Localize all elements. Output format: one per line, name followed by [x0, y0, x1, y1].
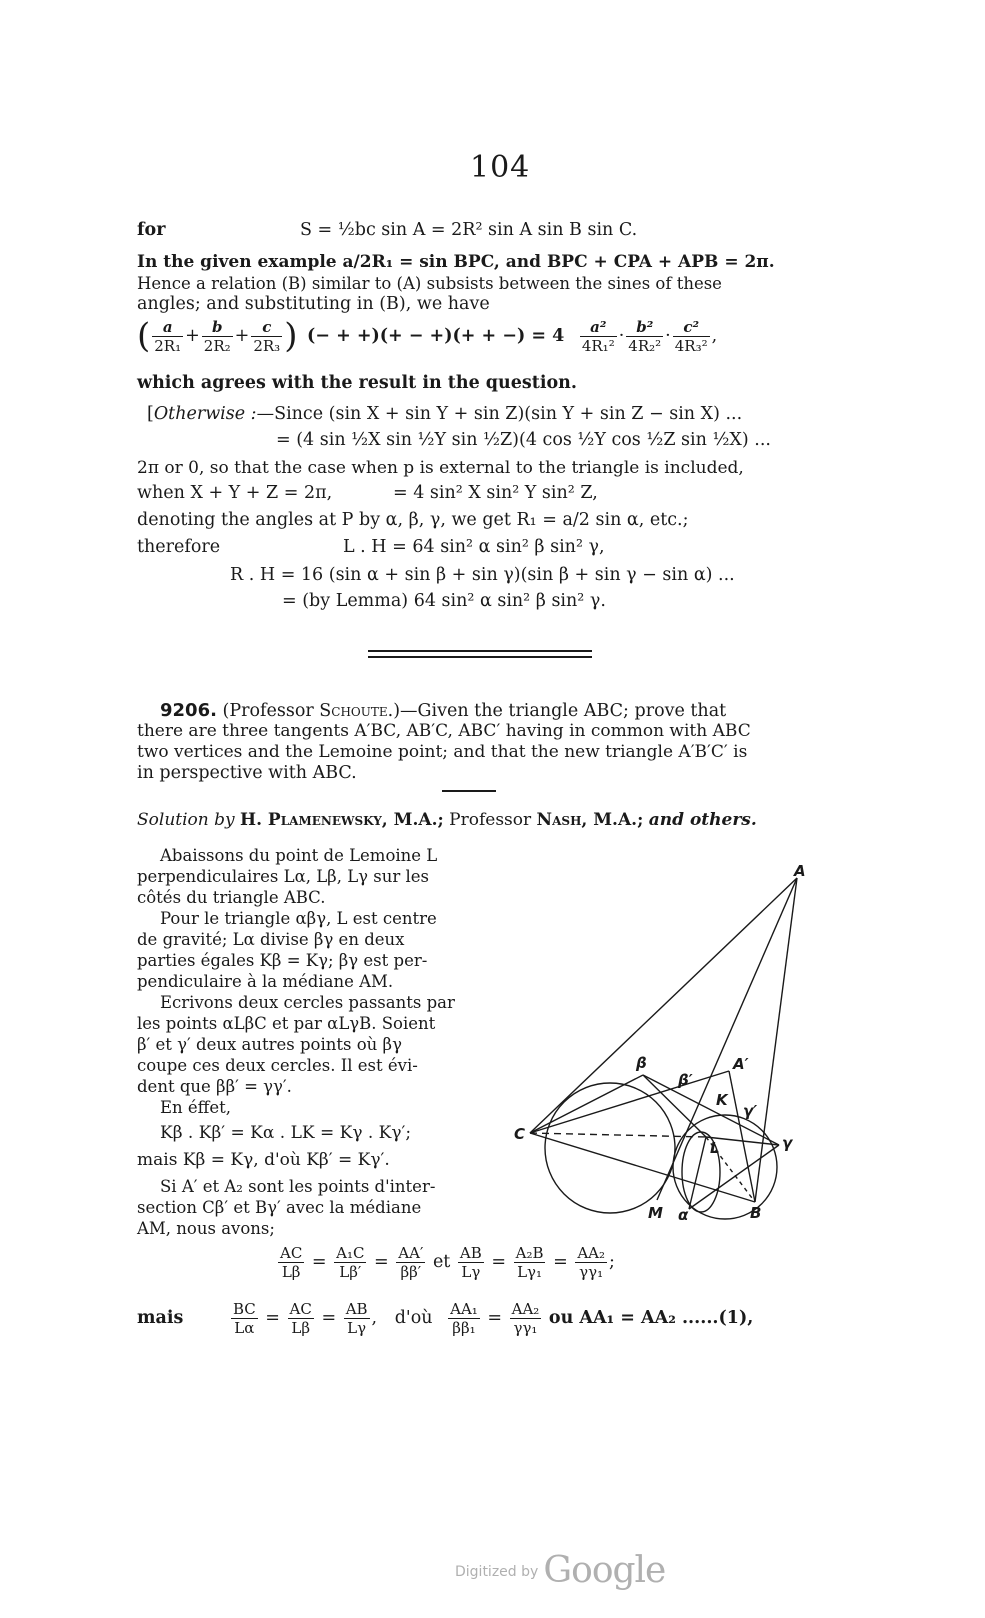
- for-label: for: [137, 220, 166, 240]
- solution-line: Si A′ et A₂ sont les points d'inter-: [160, 1177, 436, 1196]
- proposer-name: Schoute: [319, 701, 388, 721]
- solution-line: parties égales Kβ = Kγ; βγ est per-: [137, 951, 428, 970]
- line-C-beta: [530, 1075, 643, 1133]
- fraction: $\frac{a}{\text{2R₁}}$: [154, 318, 182, 355]
- fraction: $\frac{\text{a²}}{\text{4R₁²}}$: [581, 318, 615, 355]
- solution-line: perpendiculaires Lα, Lβ, Lγ sur les: [137, 867, 430, 886]
- label-K: K: [716, 1091, 728, 1109]
- otherwise-line: [Otherwise :—Since (sin X + sin Y + sin Z)(sin Y + sin Z − sin X) ...: [147, 404, 743, 424]
- text-line: there are three tangents A′BC, AB′C, ABC′ having in common with ABC: [137, 721, 751, 741]
- divider-rule: [368, 650, 592, 652]
- solution-line: Kβ . Kβ′ = Kα . LK = Kγ . Kγ′;: [160, 1123, 412, 1143]
- label-C: C: [514, 1125, 526, 1143]
- text-line: In the given example a/2R₁ = sin BPC, and BPC + CPA + APB = 2π.: [137, 252, 775, 272]
- solution-header: Solution by H. Plamenewsky, M.A.; Professor Nash, M.A.; and others.: [137, 810, 757, 830]
- divider-rule: [368, 656, 592, 658]
- fraction: $\frac{\text{AA₂}}{\text{γγ₁}}$: [511, 1300, 540, 1337]
- page-number: 104: [470, 150, 531, 185]
- author-name: H. Plamenewsky, M.A.;: [240, 810, 444, 830]
- solution-line: Ecrivons deux cercles passants par: [160, 993, 455, 1012]
- equation-S: S = ½bc sin A = 2R² sin A sin B sin C.: [300, 220, 638, 240]
- paren-open: (: [137, 316, 151, 356]
- text-line: = (by Lemma) 64 sin² α sin² β sin² γ.: [282, 591, 606, 611]
- fraction: $\frac{\text{A₁C}}{L\beta'}$: [336, 1244, 365, 1281]
- text-line: Hence a relation (B) similar to (A) subsists between the sines of these: [137, 274, 722, 293]
- solution-line: côtés du triangle ABC.: [137, 888, 326, 907]
- geometry-diagram: [500, 850, 830, 1220]
- label-gamma: γ: [782, 1134, 793, 1152]
- text-line: 2π or 0, so that the case when p is external to the triangle is included,: [137, 458, 744, 478]
- label-M: M: [648, 1204, 663, 1220]
- solution-line: mais Kβ = Kγ, d'où Kβ′ = Kγ′.: [137, 1150, 390, 1170]
- label-gamma-prime: γ′: [743, 1102, 758, 1120]
- text-line: R . H = 16 (sin α + sin β + sin γ)(sin β + sin γ − sin α) ...: [230, 565, 735, 585]
- solution-line: de gravité; Lα divise βγ en deux: [137, 930, 405, 949]
- label-L: L: [710, 1139, 720, 1157]
- fraction: $\frac{\text{A₂B}}{\text{Lγ₁}}$: [515, 1244, 544, 1281]
- solution-line: β′ et γ′ deux autres points où βγ: [137, 1035, 402, 1054]
- fraction: $\frac{AB}{L\gamma}$: [459, 1244, 482, 1281]
- fraction: $\frac{b}{\text{2R₂}}$: [203, 318, 231, 355]
- text-line: = 4 sin² X sin² Y sin² Z,: [393, 483, 598, 503]
- fraction: $\frac{AB}{L\gamma}$: [345, 1300, 368, 1337]
- line-beta-L: [643, 1075, 706, 1137]
- problem-header: 9206. (Professor Schoute.)—Given the triangle ABC; prove that: [160, 700, 727, 721]
- text-line: when X + Y + Z = 2π,: [137, 483, 333, 503]
- text-line: two vertices and the Lemoine point; and that the new triangle A′B′C′ is: [137, 742, 748, 762]
- solution-line: coupe ces deux cercles. Il est évi-: [137, 1056, 418, 1075]
- fraction: $\frac{c}{\text{2R₃}}$: [253, 318, 281, 355]
- fraction: $\frac{\text{AA₁}}{\text{ββ₁}}$: [450, 1300, 478, 1337]
- author-name: Nash, M.A.;: [536, 810, 644, 830]
- equation-ratios-1: $\frac{AC}{L\beta}$ = $\frac{\text{A₁C}}{L\beta'}$ = $\frac{AA'}{\beta\beta'}$ et $\frac{AB}{L\gamma}$ = $\frac{\text{A₂B}}{\text{Lγ₁}}$ = $\frac{\text{AA₂}}{\text{γγ₁}}$ ;: [280, 1244, 615, 1281]
- solution-line: AM, nous avons;: [137, 1219, 275, 1238]
- text-line: which agrees with the result in the question.: [137, 373, 577, 393]
- text-line: = (4 sin ½X sin ½Y sin ½Z)(4 cos ½Y cos ½Z sin ½X) ...: [276, 430, 771, 450]
- fraction: $\frac{AC}{L\beta}$: [289, 1300, 312, 1337]
- fraction-equation: ( $\frac{a}{\text{2R₁}}$ + $\frac{b}{\text{2R₂}}$ + $\frac{c}{\text{2R₃}}$ ) (− + +)(+ − +)(+ + −) = 4 $\frac{\text{a²}}{\text{4R₁²}}$ · $\frac{\text{b²}}{\text{4R₂²}}$ · $\frac{\text{c²}}{\text{4R₃²}}$ ,: [137, 316, 718, 356]
- label-A: A: [794, 862, 806, 880]
- solution-line: Pour le triangle αβγ, L est centre: [160, 909, 437, 928]
- problem-number: 9206.: [160, 700, 217, 721]
- solution-line: Abaissons du point de Lemoine L: [160, 846, 438, 865]
- paren-close: ): [284, 316, 298, 356]
- fraction: $\frac{\text{c²}}{\text{4R₃²}}$: [674, 318, 708, 355]
- fraction: $\frac{\text{b²}}{\text{4R₂²}}$: [628, 318, 662, 355]
- text-line: L . H = 64 sin² α sin² β sin² γ,: [343, 537, 605, 557]
- label-beta: β: [636, 1054, 647, 1072]
- fraction: $\frac{BC}{L\alpha}$: [232, 1300, 256, 1337]
- label-alpha: α: [678, 1206, 689, 1220]
- label-beta-prime: β′: [678, 1071, 693, 1089]
- text-line: therefore: [137, 537, 221, 557]
- label-A-prime: A′: [733, 1055, 749, 1073]
- short-rule: [442, 790, 496, 792]
- digitized-by-google-watermark: Digitized by Google: [455, 1550, 666, 1591]
- signs: (− + +)(+ − +)(+ + −) = 4: [307, 326, 565, 346]
- line-C-L-dashed: [530, 1133, 706, 1137]
- label-B: B: [750, 1204, 762, 1220]
- equation-ratios-2: mais $\frac{BC}{L\alpha}$ = $\frac{AC}{L\beta}$ = $\frac{AB}{L\gamma}$ , d'où $\frac{\text{AA₁}}{\text{ββ₁}}$ = $\frac{\text{AA₂}}{\text{γγ₁}}$ ou AA₁ = AA₂ ......(1),: [137, 1300, 754, 1337]
- solution-line: section Cβ′ et Bγ′ avec la médiane: [137, 1198, 422, 1217]
- side-CB: [530, 1133, 755, 1202]
- fraction: $\frac{AA'}{\beta\beta'}$: [398, 1244, 424, 1281]
- line-Aprime-B: [729, 1071, 758, 1202]
- otherwise-label: Otherwise :: [153, 404, 257, 424]
- solution-line: pendiculaire à la médiane AM.: [137, 972, 394, 991]
- text-line: angles; and substituting in (B), we have: [137, 294, 490, 314]
- solution-line: dent que ββ′ = γγ′.: [137, 1077, 292, 1096]
- text-line: in perspective with ABC.: [137, 763, 357, 783]
- solution-line: les points αLβC et par αLγB. Soient: [137, 1014, 436, 1033]
- circle-left: [545, 1083, 675, 1213]
- text-line: denoting the angles at P by α, β, γ, we get R₁ = a/2 sin α, etc.;: [137, 510, 689, 530]
- fraction: $\frac{AC}{L\beta}$: [280, 1244, 303, 1281]
- fraction: $\frac{\text{AA₂}}{\text{γγ₁}}$: [577, 1244, 605, 1281]
- solution-line: En éffet,: [160, 1098, 232, 1117]
